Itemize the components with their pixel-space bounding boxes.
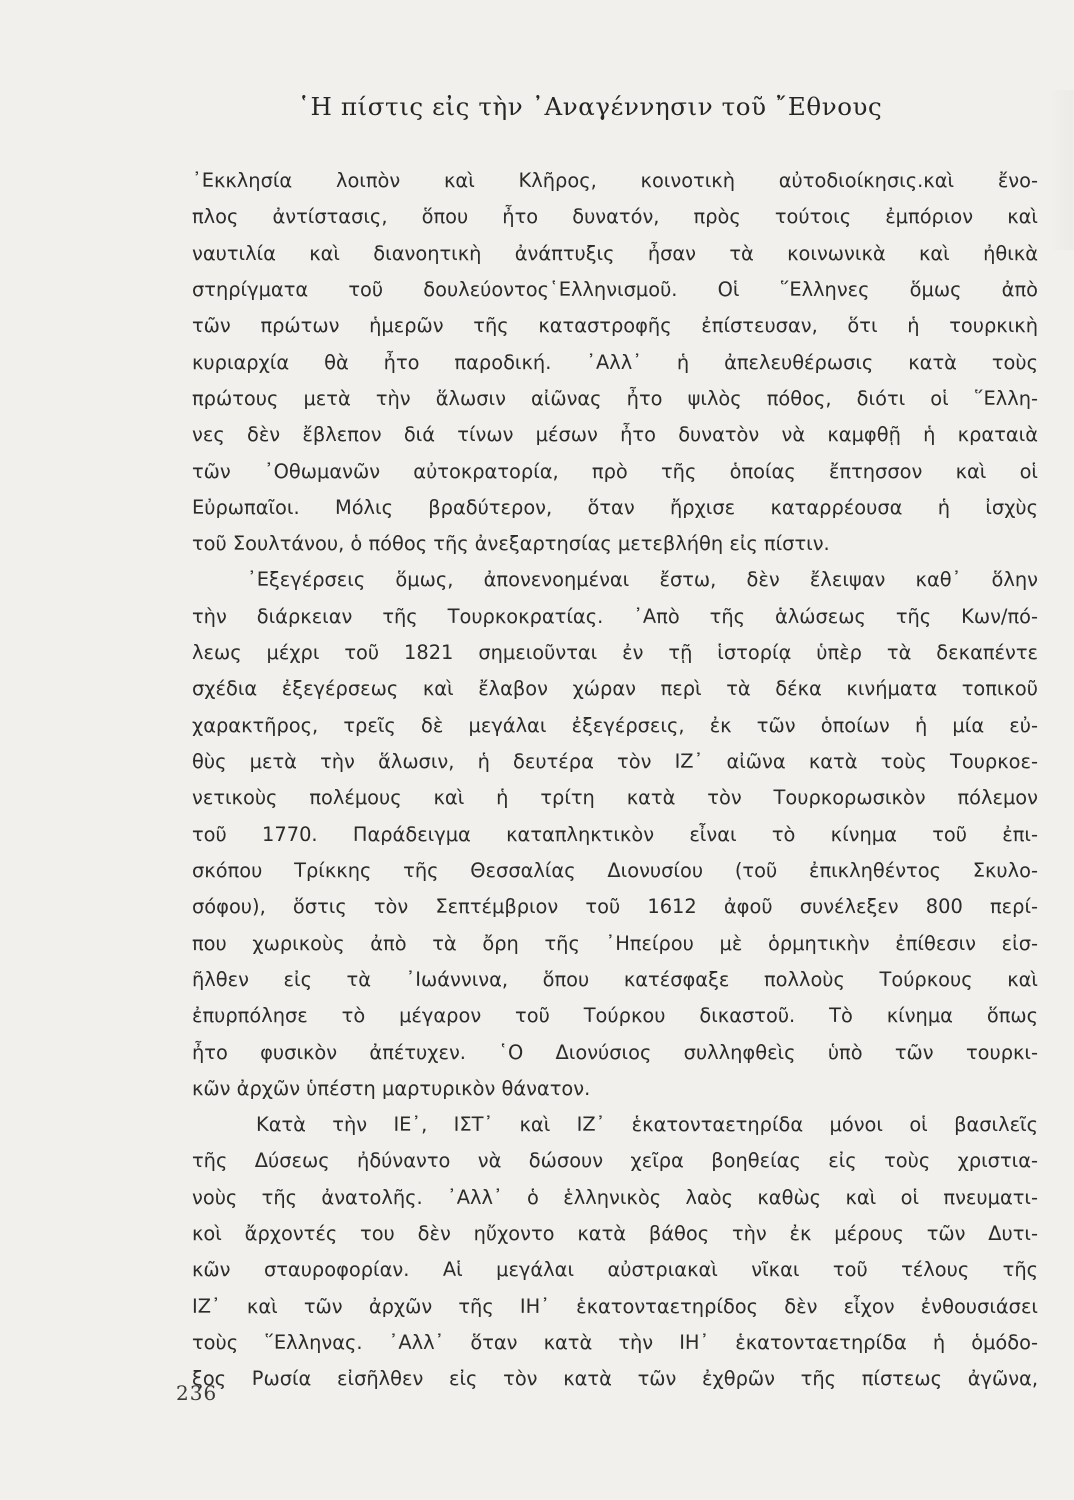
text-line: που χωρικοὺς ἀπὸ τὰ ὄρη τῆς ᾿Ηπείρου μὲ ὁρμητικὴν ἐπίθεσιν εἰσ- <box>192 931 1038 955</box>
page-number: 236 <box>176 1381 218 1405</box>
text-line: σκόπου Τρίκκης τῆς Θεσσαλίας Διονυσίου (τοῦ ἐπικληθέντος Σκυλο- <box>192 858 1038 882</box>
text-line: ῆλθεν εἰς τὰ ᾿Ιωάννινα, ὅπου κατέσφαξε πολλοὺς Τούρκους καὶ <box>192 967 1038 991</box>
text-line: τῶν ᾿Οθωμανῶν αὐτοκρατορία, πρὸ τῆς ὁποίας ἔπτησσον καὶ οἱ <box>192 459 1038 483</box>
text-line: κοὶ ἄρχοντές του δὲν ηὔχοντο κατὰ βάθος τὴν ἐκ μέρους τῶν Δυτι- <box>192 1222 1038 1246</box>
text-line: τῶν πρώτων ἡμερῶν τῆς καταστροφῆς ἐπίστευσαν, ὅτι ἡ τουρκικὴ <box>192 314 1038 338</box>
text-line: τοὺς ῞Ελληνας. ᾿Αλλ᾿ ὅταν κατὰ τὴν ΙΗ᾿ ἑκατονταετηρίδα ἡ ὁμόδο- <box>192 1331 1038 1354</box>
text-line: τοῦ Σουλτάνου, ὁ πόθος τῆς ἀνεξαρτησίας μετεβλήθη εἰς πίστιν. <box>192 532 830 556</box>
text-line: πλος ἀντίστασις, ὅπου ἦτο δυνατόν, πρὸς τούτοις ἐμπόριον καὶ <box>192 205 1038 229</box>
text-line: τὴν διάρκειαν τῆς Τουρκοκρατίας. ᾿Απὸ τῆς ἁλώσεως τῆς Κων/πό- <box>192 604 1038 628</box>
text-line: θὺς μετὰ τὴν ἅλωσιν, ἡ δευτέρα τὸν ΙΖ᾿ αἰῶνα κατὰ τοὺς Τουρκοε- <box>192 750 1038 773</box>
text-line: ᾿Εξεγέρσεις ὅμως, ἀπονενοημέναι ἔστω, δὲν ἔλειψαν καθ᾿ ὅλην <box>247 568 1038 592</box>
chapter-title: ῾Η πίστις εἰς τὴν ᾿Αναγέννησιν τοῦ ῎Εθνους <box>297 92 883 121</box>
text-line: ἦτο φυσικὸν ἀπέτυχεν. ῾Ο Διονύσιος συλληφθεὶς ὑπὸ τῶν τουρκι- <box>192 1040 1038 1064</box>
text-line: κῶν σταυροφορίαν. Αἱ μεγάλαι αὐστριακαὶ νῖκαι τοῦ τέλους τῆς <box>192 1258 1038 1282</box>
text-line: πρώτους μετὰ τὴν ἅλωσιν αἰῶνας ἦτο ψιλὸς πόθος, διότι οἱ ῞Ελλη- <box>192 386 1038 410</box>
text-line: ΙΖ᾿ καὶ τῶν ἀρχῶν τῆς ΙΗ᾿ ἑκατονταετηρίδος δὲν εἶχον ἐνθουσιάσει <box>192 1294 1038 1318</box>
text-line: ἐπυρπόλησε τὸ μέγαρον τοῦ Τούρκου δικαστοῦ. Τὸ κίνημα ὅπως <box>192 1004 1038 1028</box>
text-line: νοὺς τῆς ἀνατολῆς. ᾿Αλλ᾿ ὁ ἑλληνικὸς λαὸς καθὼς καὶ οἱ πνευματι- <box>192 1185 1038 1209</box>
body-text <box>192 163 1038 1398</box>
text-line: Κατὰ τὴν ΙΕ᾿, ΙΣΤ᾿ καὶ ΙΖ᾿ ἑκατονταετηρίδα μόνοι οἱ βασιλεῖς <box>256 1113 1038 1137</box>
text-line: χαρακτῆρος, τρεῖς δὲ μεγάλαι ἐξεγέρσεις, ἐκ τῶν ὁποίων ἡ μία εὐ- <box>192 713 1038 737</box>
text-line: σόφου), ὅστις τὸν Σεπτέμβριον τοῦ 1612 ἀφοῦ συνέλεξεν 800 περί- <box>192 895 1038 919</box>
text-line: ᾿Εκκλησία λοιπὸν καὶ Κλῆρος, κοινοτικὴ αὐτοδιοίκησις.καὶ ἔνο- <box>192 169 1038 192</box>
text-line: κῶν ἀρχῶν ὑπέστη μαρτυρικὸν θάνατον. <box>192 1076 591 1100</box>
text-line: νετικοὺς πολέμους καὶ ἡ τρίτη κατὰ τὸν Τουρκορωσικὸν πόλεμον <box>192 786 1038 810</box>
text-line: κυριαρχία θὰ ἦτο παροδική. ᾿Αλλ᾿ ἡ ἀπελευθέρωσις κατὰ τοὺς <box>192 350 1038 374</box>
text-line: στηρίγματα τοῦ δουλεύοντος῾Ελληνισμοῦ. Οἱ ῞Ελληνες ὅμως ἀπὸ <box>192 277 1038 301</box>
text-line: λεως μέχρι τοῦ 1821 σημειοῦνται ἐν τῇ ἱστορίᾳ ὑπὲρ τὰ δεκαπέντε <box>192 641 1038 665</box>
text-line: σχέδια ἐξεγέρσεως καὶ ἔλαβον χώραν περὶ τὰ δέκα κινήματα τοπικοῦ <box>192 677 1038 701</box>
text-line: τῆς Δύσεως ἠδύναντο νὰ δώσουν χεῖρα βοηθείας εἰς τοὺς χριστια- <box>192 1149 1038 1173</box>
facing-page-shadow <box>1048 90 1074 250</box>
text-line: νες δὲν ἔβλεπον διά τίνων μέσων ἦτο δυνατὸν νὰ καμφθῇ ἡ κραταιὰ <box>192 423 1038 447</box>
text-line: Εὐρωπαῖοι. Μόλις βραδύτερον, ὅταν ἤρχισε καταρρέουσα ἡ ἰσχὺς <box>192 495 1038 519</box>
text-line: τοῦ 1770. Παράδειγμα καταπληκτικὸν εἶναι τὸ κίνημα τοῦ ἐπι- <box>192 822 1038 846</box>
text-line: ξος Ρωσία εἰσῆλθεν εἰς τὸν κατὰ τῶν ἐχθρῶν τῆς πίστεως ἀγῶνα, <box>192 1367 1038 1391</box>
text-line: ναυτιλία καὶ διανοητικὴ ἀνάπτυξις ἦσαν τὰ κοινωνικὰ καὶ ἠθικὰ <box>192 241 1038 265</box>
